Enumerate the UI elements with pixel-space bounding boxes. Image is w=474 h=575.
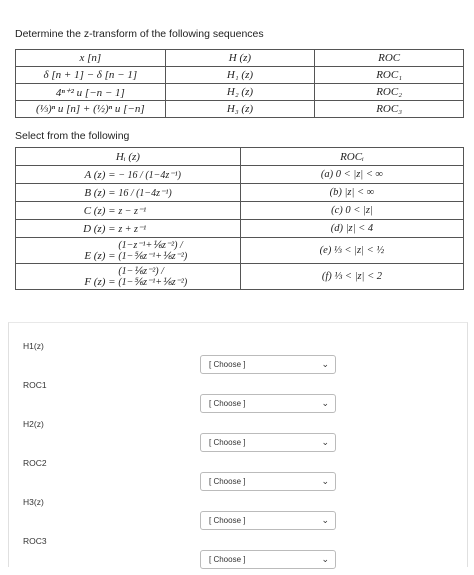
- question-label: ROC2: [23, 458, 47, 468]
- option-lhs: C (z) =: [83, 204, 116, 217]
- question-row: [9, 458, 467, 497]
- option-row: [16, 202, 464, 220]
- option-rhs: z − z⁻¹: [118, 205, 147, 217]
- transform-cell: H₃ (z): [165, 101, 315, 118]
- sequence-cell: 4ⁿ⁺² u [−n − 1]: [16, 84, 166, 101]
- answer-select[interactable]: [200, 394, 336, 413]
- question-label: H3(z): [23, 497, 44, 507]
- option-rhs: − 16 / (1−4z⁻¹): [118, 169, 181, 181]
- transform-cell: H₂ (z): [165, 84, 315, 101]
- option-rhs: (1−z⁻¹+⅙z⁻²) / (1−⅚z⁻¹+⅙z⁻²): [118, 239, 188, 262]
- option-lhs: B (z) =: [84, 186, 116, 199]
- options-table: [15, 147, 464, 290]
- answer-select[interactable]: [200, 355, 336, 374]
- problem-heading: Determine the z-transform of the following sequences: [15, 28, 264, 40]
- roc-cell: ROC₂: [315, 84, 464, 101]
- option-row: [16, 166, 464, 184]
- question-row: [9, 536, 467, 575]
- option-roc: (d) |z| < 4: [240, 220, 463, 238]
- chevron-down-icon: ⌄: [321, 359, 329, 369]
- table-row: [16, 84, 464, 101]
- answer-select[interactable]: [200, 433, 336, 452]
- question-row: [9, 497, 467, 536]
- option-roc: (c) 0 < |z|: [240, 202, 463, 220]
- option-rhs: z + z⁻¹: [118, 223, 147, 235]
- option-roc: (b) |z| < ∞: [240, 184, 463, 202]
- question-label: H2(z): [23, 419, 44, 429]
- problem-image: [10, 18, 468, 314]
- chevron-down-icon: ⌄: [321, 554, 329, 564]
- answer-select[interactable]: [200, 550, 336, 569]
- sequence-table: [15, 49, 464, 118]
- chevron-down-icon: ⌄: [321, 515, 329, 525]
- header-roc: ROC: [315, 50, 464, 67]
- chevron-down-icon: ⌄: [321, 398, 329, 408]
- question-row: [9, 380, 467, 419]
- table-header-row: [16, 148, 464, 166]
- table-row: [16, 101, 464, 118]
- header-hi: Hᵢ (z): [16, 148, 241, 166]
- option-row: [16, 184, 464, 202]
- chevron-down-icon: ⌄: [321, 476, 329, 486]
- question-row: [9, 341, 467, 380]
- sequence-cell: δ [n + 1] − δ [n − 1]: [16, 67, 166, 84]
- header-roci: ROCᵢ: [240, 148, 463, 166]
- option-transform: [16, 238, 241, 264]
- option-transform: [16, 220, 241, 238]
- select-value: [ Choose ]: [209, 555, 246, 564]
- option-row: [16, 264, 464, 290]
- option-transform: [16, 166, 241, 184]
- matching-questions: [8, 322, 468, 567]
- header-xn: x [n]: [16, 50, 166, 67]
- roc-cell: ROC₃: [315, 101, 464, 118]
- answer-select[interactable]: [200, 511, 336, 530]
- roc-cell: ROC₁: [315, 67, 464, 84]
- option-lhs: F (z) =: [84, 275, 116, 288]
- select-value: [ Choose ]: [209, 438, 246, 447]
- select-value: [ Choose ]: [209, 399, 246, 408]
- option-row: [16, 238, 464, 264]
- option-lhs: A (z) =: [84, 168, 116, 181]
- option-roc: (f) ⅓ < |z| < 2: [240, 264, 463, 290]
- header-hz: H (z): [165, 50, 315, 67]
- question-row: [9, 419, 467, 458]
- option-rhs: 16 / (1−4z⁻¹): [118, 187, 172, 199]
- select-value: [ Choose ]: [209, 477, 246, 486]
- select-value: [ Choose ]: [209, 360, 246, 369]
- question-label: H1(z): [23, 341, 44, 351]
- option-roc: (a) 0 < |z| < ∞: [240, 166, 463, 184]
- option-lhs: D (z) =: [83, 222, 116, 235]
- option-transform: [16, 202, 241, 220]
- option-transform: [16, 184, 241, 202]
- table-header-row: [16, 50, 464, 67]
- sequence-cell: (⅓)ⁿ u [n] + (½)ⁿ u [−n]: [16, 101, 166, 118]
- transform-cell: H₁ (z): [165, 67, 315, 84]
- answer-select[interactable]: [200, 472, 336, 491]
- option-roc: (e) ⅓ < |z| < ½: [240, 238, 463, 264]
- option-row: [16, 220, 464, 238]
- option-transform: [16, 264, 241, 290]
- chevron-down-icon: ⌄: [321, 437, 329, 447]
- question-label: ROC1: [23, 380, 47, 390]
- option-lhs: E (z) =: [84, 249, 116, 262]
- select-instruction: Select from the following: [15, 130, 130, 142]
- table-row: [16, 67, 464, 84]
- option-rhs: (1−⅙z⁻²) / (1−⅚z⁻¹+⅙z⁻²): [118, 265, 188, 288]
- select-value: [ Choose ]: [209, 516, 246, 525]
- question-label: ROC3: [23, 536, 47, 546]
